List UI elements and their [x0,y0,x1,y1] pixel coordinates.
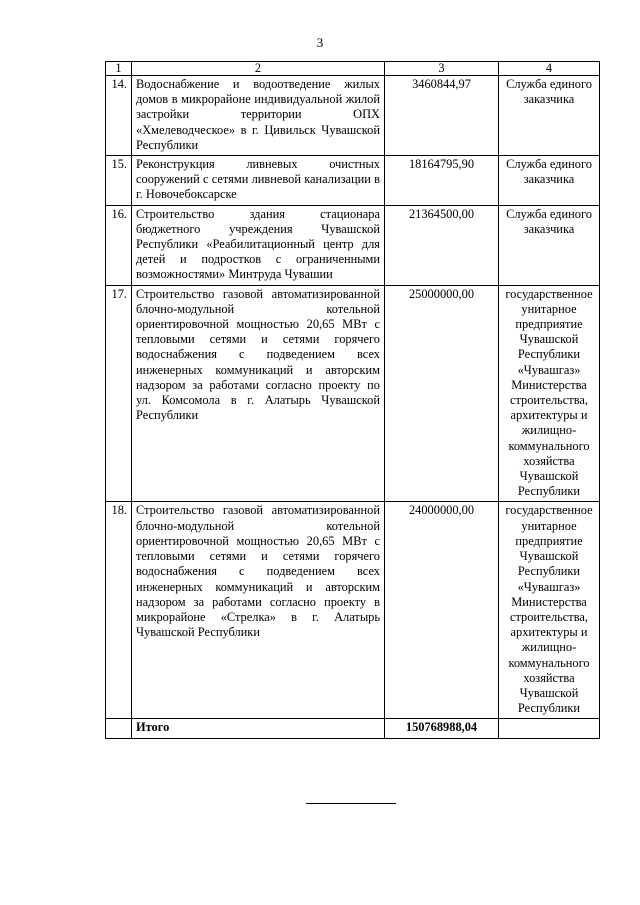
row-description: Строительство газовой автоматизированной блочно-модульной котельной ориентировочной мощностью 20,65 МВт с тепловыми сетями и сетями горячего водоснабжения с подведением всех инженерных коммуникаций и авторским надзором за работами согласно проекту в микрорайоне «Стрелка» в г. Алатырь Чувашской Республики [132,502,385,719]
header-cell-3: 3 [385,62,499,76]
row-amount: 25000000,00 [385,285,499,502]
row-amount: 21364500,00 [385,205,499,285]
row-description: Реконструкция ливневых очистных сооружений с сетями ливневой канализации в г. Новочебоксарске [132,156,385,206]
row-description: Строительство здания стационара бюджетного учреждения Чувашской Республики «Реабилитационный центр для детей и подростков с ограниченными возможностями» Минтруда Чувашии [132,205,385,285]
table-row [106,502,600,719]
row-number: 16. [106,205,132,285]
table-row [106,205,600,285]
row-number: 18. [106,502,132,719]
header-cell-1: 1 [106,62,132,76]
row-number: 14. [106,76,132,156]
table-row [106,156,600,206]
row-amount: 3460844,97 [385,76,499,156]
header-cell-4: 4 [499,62,600,76]
total-label: Итого [132,719,385,738]
row-executor: Служба единого заказчика [499,76,600,156]
row-amount: 18164795,90 [385,156,499,206]
table-row [106,285,600,502]
total-empty-cell [499,719,600,738]
page-number: 3 [316,35,324,50]
row-description: Строительство газовой автоматизированной блочно-модульной котельной ориентировочной мощностью 20,65 МВт с тепловыми сетями и сетями горячего водоснабжения с подведением всех инженерных коммуникаций и авторским надзором за работами согласно проекту по ул. Комсомола в г. Алатырь Чувашской Республики [132,285,385,502]
row-description: Водоснабжение и водоотведение жилых домов в микрорайоне индивидуальной жилой застройки территории ОПХ «Хмелеводческое» в г. Цивильск Чувашской Республики [132,76,385,156]
row-number: 15. [106,156,132,206]
footer-divider [306,803,396,804]
row-number: 17. [106,285,132,502]
total-row [106,719,600,738]
header-cell-2: 2 [132,62,385,76]
table-row [106,76,600,156]
row-executor: Служба единого заказчика [499,205,600,285]
table-header-row [106,62,600,76]
row-executor: Служба единого заказчика [499,156,600,206]
total-amount: 150768988,04 [385,719,499,738]
total-empty-cell [106,719,132,738]
row-executor: государственное унитарное предприятие Чувашской Республики «Чувашгаз» Министерства строительства, архитектуры и жилищно-коммунального хозяйства Чувашской Республики [499,285,600,502]
projects-table [105,61,600,739]
row-executor: государственное унитарное предприятие Чувашской Республики «Чувашгаз» Министерства строительства, архитектуры и жилищно-коммунального хозяйства Чувашской Республики [499,502,600,719]
row-amount: 24000000,00 [385,502,499,719]
